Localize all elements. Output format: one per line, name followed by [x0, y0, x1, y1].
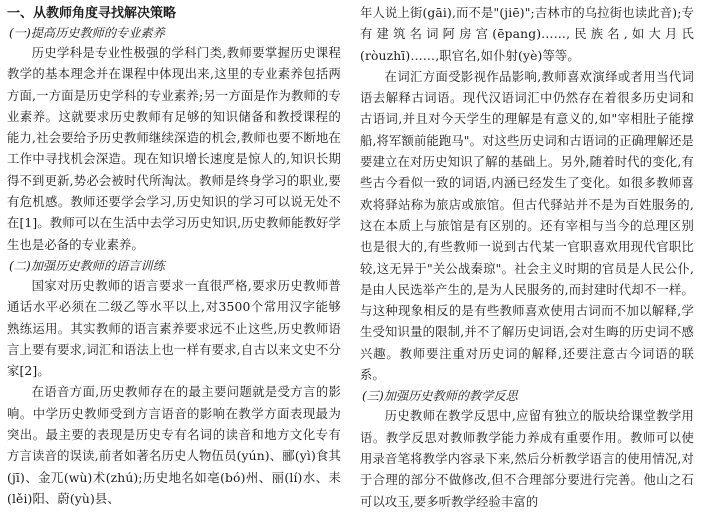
left-column	[7, 0, 341, 513]
paragraph-teaching-reflection: 历史教师在教学反思中,应留有独立的版块给课堂教学用语。教学反思对教师教学能力养成有重要作用。教师可以使用录音笔将教学内容录下来,然后分析教学语言的使用情况,对于合理的部分不做修改,但不合理部分要进行完善。他山之石可以攻玉,要多听教学经验丰富的	[360, 409, 694, 509]
paragraph-pronunciation-continued: 年人说上街(gāi),而不是"(jiē)";吉林市的乌拉街也读此音);专有建筑名词阿房宫(ēpang)……,民族名,如大月氏(ròuzhī)……,职官名,如仆射(yè)等等。	[360, 6, 694, 63]
paragraph-language-requirements: 国家对历史教师的语言要求一直很严格,要求历史教师普通话水平必须在二级乙等水平以上,对3500个常用汉字能够熟练运用。其实教师的语言素养要求远不止这些,历史教师语言上要有要求,词汇和语法上也一样有要求,自古以来文史不分家[2]。	[7, 278, 341, 379]
subheading-professional-quality: (一)提高历史教师的专业素养	[9, 26, 165, 40]
subheading-teaching-reflection: (三)加强历史教师的教学反思	[362, 389, 518, 404]
paragraph-professional-quality: 历史学科是专业性极强的学科门类,教师要掌握历史课程教学的基本理念并在课程中体现出来,这里的专业素养包括两方面,一方面是历史学科的专业素养;另一方面是作为教师的专业素养。这就要求历史教师有足够的知识储备和教授课程的能力,社会要给予历史教师继续深造的机会,教师也要不断地在工作中寻找机会深造。现在知识增长速度是惊人的,知识长期得不到更新,势必会被时代所淘汰。教师是终身学习的职业,要有危机感。教师还要学会学习,历史知识的学习可以说无处不在[1]。教师可以在生活中去学习历史知识,历史教师能教好学生也是必备的专业素养。	[7, 46, 341, 252]
paragraph-pronunciation: 在语音方面,历史教师存在的最主要问题就是受方言的影响。中学历史教师受到方言语音的影响在教学方面表现最为突出。最主要的表现是历史专有名词的读音和地方文化专有方言读音的误读,前者如著名历史人物伍员(yún)、郦(yì)食其(jī)、金兀(wù)术(zhú);历史地名如亳(bó)州、丽(lí)水、耒(lěi)阳、蔚(yù)县、	[7, 385, 341, 506]
right-column	[360, 0, 694, 513]
section-heading: 一、从教师角度寻找解决策略	[7, 6, 177, 21]
paragraph-vocabulary: 在词汇方面受影视作品影响,教师喜欢演绎或者用当代词语去解释古词语。现代汉语词汇中仍然存在着很多历史词和古语词,并且对今天学生的理解是有意义的,如"宰相肚子能撑船,将军额前能跑马"。对这些历史词和古语词的正确理解还是要建立在对历史知识了解的基础上。另外,随着时代的变化,有些古今看似一致的词语,内涵已经发生了变化。如很多教师喜欢将驿站称为旅店或旅馆。但古代驿站并不是为百姓服务的,这在本质上与旅馆是有区别的。还有宰相与当今的总理区别也是很大的,有些教师一说到古代某一官职喜欢用现代官职比较,这无异于"关公战秦琼"。社会主义时期的官员是人民公仆,是由人民选举产生的,是为人民服务的,而封建时代却不一样。与这种现象相反的是有些教师喜欢使用古词而不加以解释,学生受知识量的限制,并不了解历史词语,会对生晦的历史词不感兴趣。教师要注重对历史词的解释,还要注意古今词语的联系。	[360, 69, 694, 383]
subheading-language-training: (二)加强历史教师的语言训练	[9, 258, 165, 273]
